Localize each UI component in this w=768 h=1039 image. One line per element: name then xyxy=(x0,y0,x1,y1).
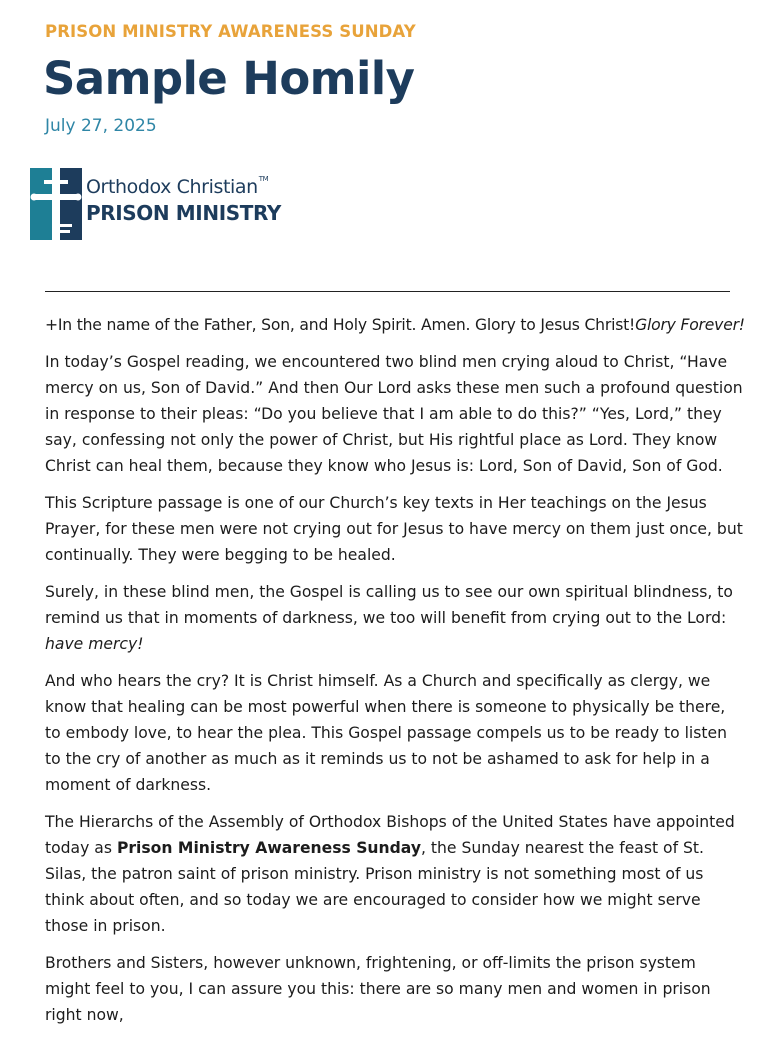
paragraph-invocation: +In the name of the Father, Son, and Holy Spirit. Amen. Glory to Jesus Christ!Glory Forever! xyxy=(45,316,745,334)
publish-date: July 27, 2025 xyxy=(45,116,157,136)
divider-rule xyxy=(45,291,730,292)
page-title: Sample Homily xyxy=(43,52,415,105)
paragraph: In today’s Gospel reading, we encountered two blind men crying aloud to Christ, “Have mercy on us, Son of David.” And then Our Lord asks these men such a profound question in response to their pleas: “Do you believe that I am able to do this?” “Yes, Lord,” they say, confessing not only the power of Christ, but His rightful place as Lord. They know Christ can heal them, because they know who Jesus is: Lord, Son of David, Son of God. xyxy=(45,353,743,475)
paragraph: And who hears the cry? It is Christ himself. As a Church and specifically as clergy, we know that healing can be most powerful when there is someone to physically be there, to embody love, to hear the plea. This Gospel passage compels us to be ready to listen to the cry of another as much as it reminds us to not be ashamed to ask for help in a moment of darkness. xyxy=(45,672,727,794)
logo-text-line1: Orthodox Christian™ xyxy=(86,175,269,198)
paragraph: Brothers and Sisters, however unknown, frightening, or off-limits the prison system might feel to you, I can assure you this: there are so many men and women in prison right now, xyxy=(45,954,711,1024)
homily-body xyxy=(45,312,745,1039)
sunday-name-bold: Prison Ministry Awareness Sunday xyxy=(116,839,421,857)
paragraph: This Scripture passage is one of our Church’s key texts in Her teachings on the Jesus Prayer, for these men were not crying out for Jesus to have mercy on them just once, but continually. They were begging to be healed. xyxy=(45,494,743,564)
logo-text-line2: PRISON MINISTRY xyxy=(86,201,281,225)
eyebrow-heading: PRISON MINISTRY AWARENESS SUNDAY xyxy=(45,22,416,41)
paragraph: Surely, in these blind men, the Gospel is calling us to see our own spiritual blindness, to remind us that in moments of darkness, we too will benefit from crying out to the Lord: have mercy! xyxy=(45,583,733,653)
cross-logo-icon xyxy=(30,166,84,240)
prison-ministry-logo xyxy=(30,166,280,242)
paragraph: The Hierarchs of the Assembly of Orthodox Bishops of the United States have appointed today as Prison Ministry Awareness Sunday, the Sunday nearest the feast of St. Silas, the patron saint of prison ministry. Prison ministry is not something most of us think about often, and so today we are encouraged to consider how we might serve those in prison. xyxy=(45,813,735,935)
